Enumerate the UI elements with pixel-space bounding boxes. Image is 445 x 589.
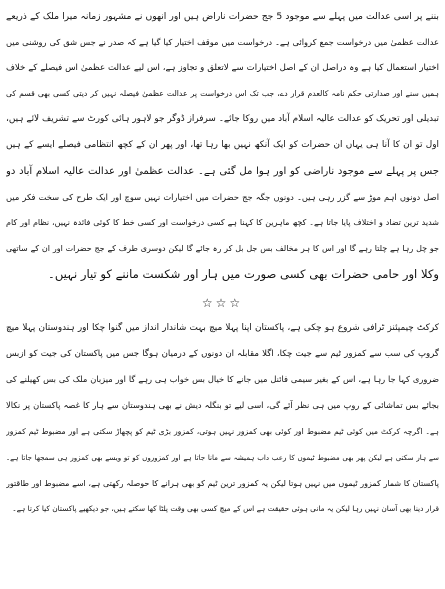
document-page [6,4,439,522]
text-line: سے ہار سکتی ہے لیکن پھر بھی مضبوط ٹیموں کا رعب داب ہمیشہ سے مانا جاتا ہے اور کمزوروں کو تو ویسے بھی کمزور ہی سمجھا جاتا ہے۔ [6,452,439,462]
text-line: ضروری کہا جا رہا ہے، اس کے بغیر سیمی فائنل میں جانے کا خیال بس خواب ہی رہے گا اور میزبان ملک کی بس کھیلنے کی [6,374,439,385]
article-paragraph-politics [6,4,439,288]
section-divider-stars: ☆☆☆ [201,295,244,310]
text-line: اصل دونوں اہم موڑ سے گزر رہی ہیں۔ دونوں جگہ جج حضرات میں اختیارات نہیں سوچ اور ایک طرح کی سخت فکر میں [6,191,439,202]
text-line: شدید ترین تضاد و اختلاف پایا جاتا ہے۔ کچھ ماہرین کا کہنا ہے کسی درخواست اور کسی خط کا کوئی فائدہ نہیں، نظام اور کام [6,218,439,228]
text-line: ہمیں سنے اور صدارتی حکم نامہ کالعدم قرار دے، جب تک اس درخواست پر عدالت عظمیٰ فیصلہ نہیں کر دیتی کسی بھی قسم کی [6,89,439,99]
article-paragraph-cricket [6,316,439,522]
text-line: قرار دینا بھی آسان نہیں رہا لیکن یہ مانی ہوئی حقیقت ہے اس کے میچ کسی بھی وقت پلٹا کھا سکتے ہیں، جو دیکھیے پاکستان کیا کرتا ہے۔ [12,504,439,514]
text-line: بجائے بس تماشائی کے روپ میں ہی نظر آئے گی، اسی لیے تو بنگلہ دیش نے بھی ہندوستان سے ہار کا غصہ پاکستان پر نکالا [6,400,439,411]
text-line: ہے۔ اگرچہ کرکٹ میں کوئی ٹیم مضبوط اور کوئی بھی کمزور نہیں ہوتی، کمزور بڑی ٹیم کو پچھاڑ سکتی ہے اور مضبوط ٹیم کمزور [6,426,439,436]
text-line: وکلا اور حامی حضرات بھی کسی صورت میں ہار اور شکست ماننے کو تیار نہیں۔ [48,266,439,281]
text-line: گروپ کی سب سے کمزور ٹیم سے جیت چکا، اگلا مقابلہ ان دونوں کے درمیان ہوگا جس میں پاکستان کی جیت کو ازبس [6,348,439,359]
text-line: تبدیلی اور تحریک کو عدالت عالیہ اسلام آباد میں روکا جائے۔ سرفراز ڈوگر جو لاہور ہائی کورٹ سے تشریف لائے ہیں، [6,114,439,125]
text-line: پاکستان کا شمار کمزور ٹیموں میں نہیں ہوتا لیکن یہ کمزور ترین ٹیم کو بھی ہرانے کا حوصلہ رکھتی ہے، اسے مضبوط اور طاقتور [6,478,439,488]
text-line: جو چل رہا ہے چلتا رہے گا اور اس کا ہر مخالف بس جل بل کر رہ جائے گا لیکن دوسری طرف کے جج حضرات اور ان کے ساتھی [6,244,439,254]
text-line: اختیار استعمال کیا ہے وہ دراصل ان کے اصل اختیارات سے لاتعلق و تجاوز ہے، اس لیے عدالت عظمیٰ اس فیصلے کے خلاف [6,62,439,73]
text-line: جس پر پہلے سے موجود ناراضی کو اور ہوا مل گئی ہے۔ عدالت عظمیٰ اور عدالت عالیہ اسلام آباد دو [6,165,439,177]
text-line: عدالت عظمیٰ میں درخواست جمع کروائی ہے۔ درخواست میں موقف اختیار کیا گیا ہے کہ صدر نے جس شق کی روشنی میں [6,36,439,47]
text-line: کرکٹ چیمپئنز ٹرافی شروع ہو چکی ہے، پاکستان اپنا پہلا میچ بہت شاندار انداز میں گنوا چکا اور ہندوستان پہلا میچ [6,322,439,333]
text-line: بننے پر اسی عدالت میں پہلے سے موجود 5 جج حضرات ناراض ہیں اور انھوں نے مشہور زمانہ میرا ملک کے ذریعے [6,11,439,22]
text-line: اول تو ان کا آنا ہی یہاں ان حضرات کو ایک آنکھ نہیں بھا رہا تھا، اور پھر ان کے کچھ انتظامی فیصلے ایسے کے ہیں [6,139,439,150]
